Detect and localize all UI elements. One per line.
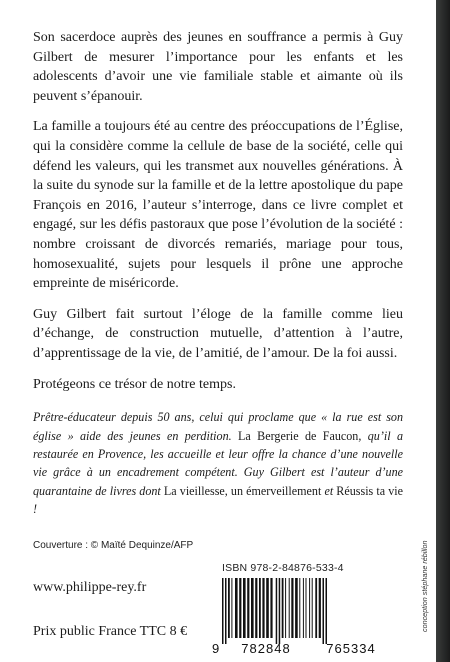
bio-text-2: , qu’il a restaurée en Provence, les accueille et leur offre la chance d’une nouvelle vie grâce à un encadrement compétent. Guy Gilbert est l’auteur d’une quarantaine de livres dont	[33, 428, 403, 498]
barcode-bar	[303, 578, 304, 638]
barcode-bar	[262, 578, 264, 638]
barcode-digits-right: 765334	[326, 641, 376, 656]
barcode-bar	[291, 578, 293, 638]
bio-title-vieillesse: La vieillesse, un émerveillement	[163, 483, 322, 498]
barcode-bar	[282, 578, 284, 638]
barcode-bar	[235, 578, 238, 638]
barcode-bar	[326, 578, 328, 644]
barcode-digit-first: 9	[212, 641, 220, 656]
paragraph-1: Son sacerdoce auprès des jeunes en souffrance a permis à Guy Gilbert de mesurer l’importance pour les enfants et les adolescents d’avoir une vie familiale stable et aimante où ils peuvent s’épanouir.	[33, 30, 403, 104]
paragraph-4: Protégeons ce trésor de notre temps.	[33, 376, 236, 392]
barcode-bar	[312, 578, 313, 638]
barcode-bar	[299, 578, 300, 638]
barcode-bar	[309, 578, 310, 638]
barcode-bar	[270, 578, 272, 638]
paragraph-3: Guy Gilbert fait surtout l’éloge de la famille comme lieu d’échange, de construction mutuelle, d’attention à l’autre, d’apprentissage de la vie, de l’amitié, de l’amour. De la foi aussi.	[33, 306, 403, 361]
publisher-website: www.philippe-rey.fr	[33, 580, 147, 595]
barcode-bar	[315, 578, 317, 638]
barcode-bar	[255, 578, 257, 638]
bio-text-4: !	[33, 502, 38, 517]
barcode-bar	[231, 578, 232, 638]
barcode-bar	[266, 578, 269, 638]
barcode-bar	[222, 578, 224, 644]
barcode-bar	[306, 578, 307, 638]
isbn: ISBN 978-2-84876-533-4	[222, 562, 344, 574]
bio-text-3: et	[321, 483, 337, 498]
barcode-bar	[225, 578, 227, 644]
barcode-bar	[247, 578, 249, 638]
barcode-image	[206, 576, 411, 656]
paragraph-2: La famille a toujours été au centre des préoccupations de l’Église, qui la considère comme la cellule de base de la société, celle qui défend les valeurs, qui les transmet aux nouvelles générations. À la suite du synode sur la famille et de la lettre apostolique du pape François en 2016, l’auteur s’interroge, dans ce livre complet et engagé, sur les défis pastoraux que pose l’évolution de la société : nombre croissant de divorcés remariés, mariage pour tous, homosexualité, sujets pour lesquels il prône une approche empreinte de miséricorde.	[33, 119, 403, 292]
barcode-bar	[279, 578, 281, 644]
bio-text-1: Prêtre-éducateur depuis 50 ans, celui qui proclame que « la rue est son église » aide des jeunes en perdition.	[33, 410, 403, 443]
bio-title-reussis: Réussis ta vie	[336, 483, 403, 498]
cover-credit: Couverture : © Maïté Dequinze/AFP	[33, 540, 194, 551]
author-bio	[33, 408, 403, 518]
barcode-bar	[251, 578, 254, 638]
barcode-bar	[319, 578, 321, 638]
bio-title-bergerie: La Bergerie de Faucon	[238, 428, 359, 443]
barcode-bar	[323, 578, 325, 644]
barcode-bar	[289, 578, 290, 638]
barcode-bar	[243, 578, 246, 638]
blurb	[33, 28, 403, 519]
barcode-bar	[285, 578, 286, 638]
barcode-bar	[239, 578, 241, 638]
barcode-bar	[228, 578, 230, 638]
barcode	[206, 576, 411, 656]
spine-edge	[436, 0, 450, 662]
barcode-digits-left: 782848	[241, 641, 291, 656]
design-credit: conception stéphane rébillon	[420, 540, 429, 632]
barcode-bar	[276, 578, 278, 644]
price: Prix public France TTC 8 €	[33, 624, 188, 639]
barcode-bar	[295, 578, 298, 638]
barcode-bar	[259, 578, 261, 638]
